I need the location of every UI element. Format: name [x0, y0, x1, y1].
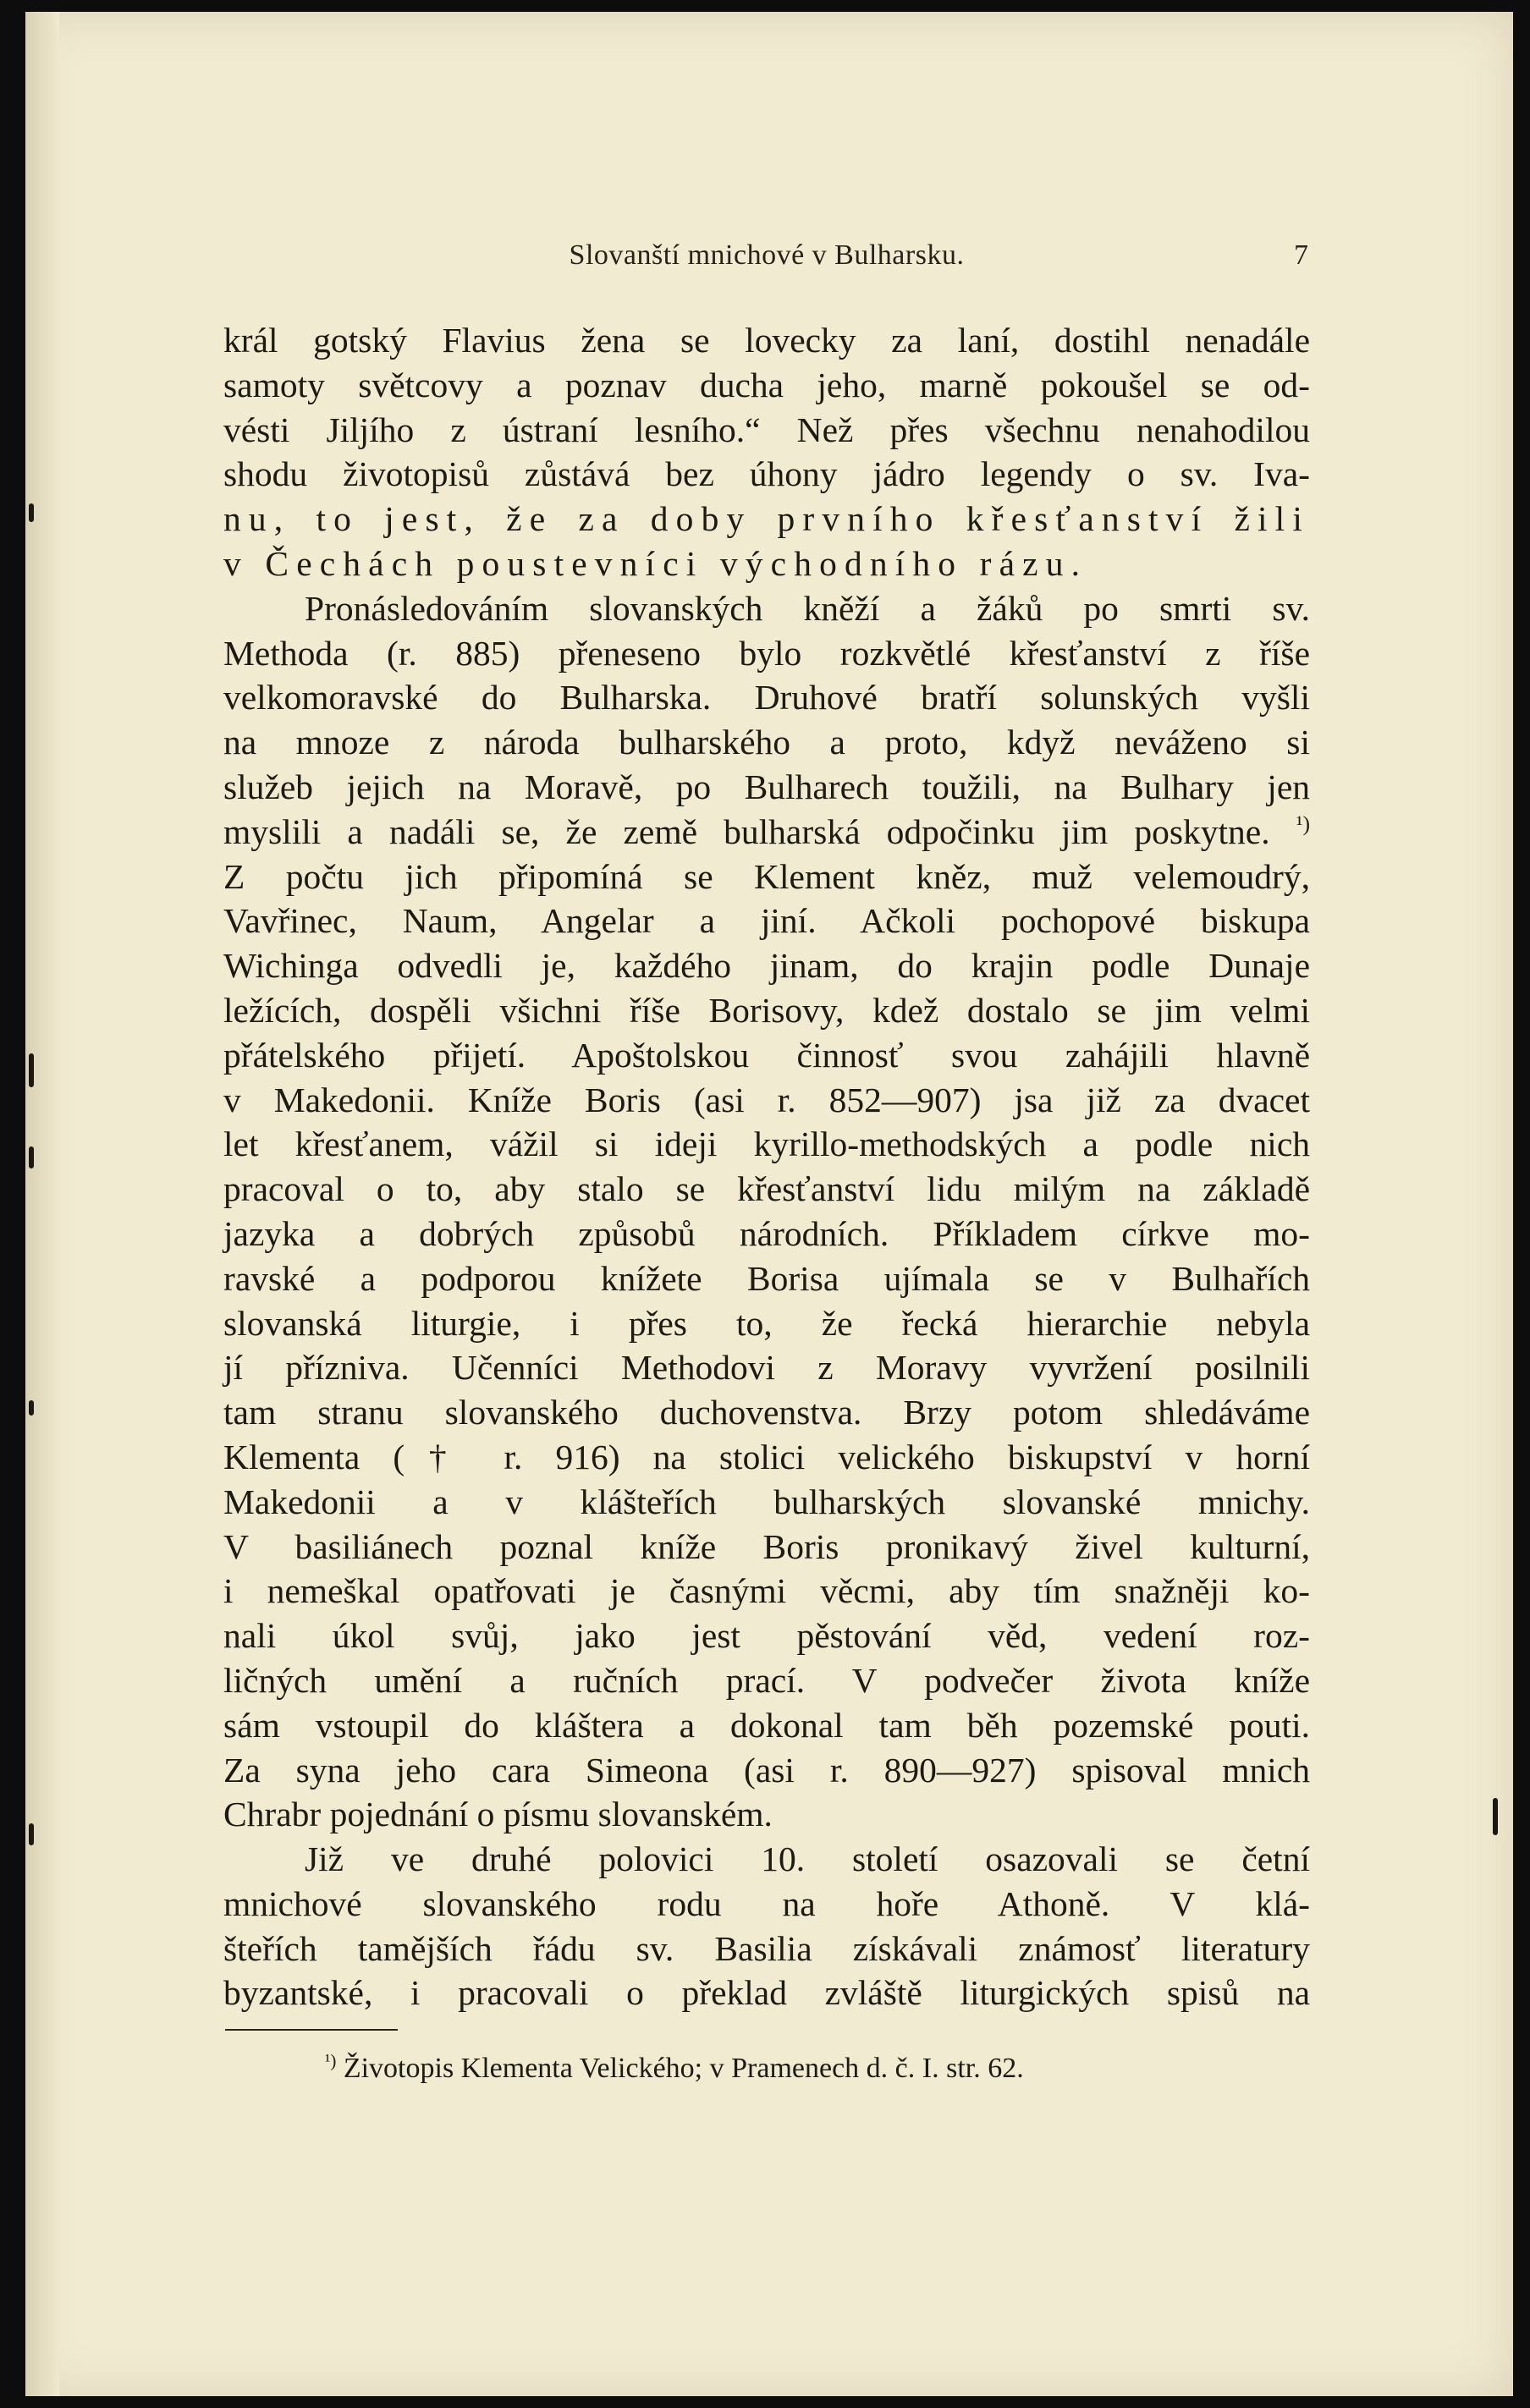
- text-line-with-footnote: [223, 810, 1310, 855]
- margin-ink-mark: [29, 1400, 34, 1416]
- text-line: jazyka a dobrých způsobů národních. Příkladem církve mo-: [223, 1213, 1310, 1253]
- text-line: samoty světcovy a poznav ducha jeho, marně pokoušel se od-: [223, 365, 1310, 404]
- text-line: v Čechách poustevníci východního rázu.: [223, 543, 1088, 583]
- text-line: Vavřinec, Naum, Angelar a jiní. Ačkoli pochopové biskupa: [223, 901, 1310, 941]
- margin-ink-mark: [29, 1053, 34, 1087]
- text-line: ravské a podporou knížete Borisa ujímala se v Bulhařích: [223, 1258, 1310, 1298]
- text-line: ličných umění a ručních prací. V podvečer života kníže: [223, 1660, 1310, 1700]
- page-header: [225, 239, 1308, 282]
- text-line: Klementa († r. 916) na stolici velického biskupství v horní: [223, 1437, 1310, 1476]
- text-line: Wichinga odvedli je, každého jinam, do krajin podle Dunaje: [223, 946, 1310, 986]
- footnote-marker: ¹): [325, 2050, 337, 2071]
- text-line: služeb jejich na Moravě, po Bulharech toužili, na Bulhary jen: [223, 767, 1310, 806]
- footnote-text: Životopis Klementa Velického; v Pramenech d. č. I. str. 62.: [343, 2053, 1024, 2084]
- text-line: v Makedonii. Kníže Boris (asi r. 852—907) jsa již za dvacet: [223, 1080, 1310, 1119]
- text-line: nali úkol svůj, jako jest pěstování věd, vedení roz-: [223, 1616, 1310, 1656]
- text-line: Za syna jeho cara Simeona (asi r. 890—927) spisoval mnich: [223, 1750, 1310, 1790]
- page-spine-shadow: [25, 12, 59, 2396]
- text-line: vésti Jiljího z ústraní lesního.“ Než přes všechnu nenahodilou: [223, 410, 1310, 449]
- margin-ink-mark: [1493, 1798, 1498, 1835]
- text-line: přátelského přijetí. Apoštolskou činnosť svou zahájili hlavně: [223, 1035, 1310, 1075]
- text-line: pracoval o to, aby stalo se křesťanství lidu milým na základě: [223, 1169, 1310, 1209]
- text-line: král gotský Flavius žena se lovecky za laní, dostihl nenadále: [223, 321, 1310, 360]
- text-line: let křesťanem, vážil si ideji kyrillo-methodských a podle nich: [223, 1124, 1310, 1164]
- footnote-reference: ¹): [1296, 811, 1311, 836]
- text-line: velkomoravské do Bulharska. Druhové bratří solunských vyšli: [223, 678, 1310, 717]
- text-line: Chrabr pojednání o písmu slovanském.: [223, 1795, 773, 1834]
- footnote: [325, 2050, 1307, 2087]
- text-line: ležících, dospěli všichni říše Borisovy, kdež dostalo se jim velmi: [223, 990, 1310, 1030]
- margin-ink-mark: [29, 1146, 34, 1168]
- text-line: nu, to jest, že za doby prvního křesťanství žili: [223, 499, 1310, 539]
- text-line: shodu životopisů zůstává bez úhony jádro legendy o sv. Iva-: [223, 454, 1310, 494]
- text-line: i nemeškal opatřovati je časnými věcmi, aby tím snažněji ko-: [223, 1571, 1310, 1611]
- body-text: [223, 318, 1310, 2015]
- text-line: V basiliánech poznal kníže Boris pronikavý živel kulturní,: [223, 1526, 1310, 1566]
- text-line: Methoda (r. 885) přeneseno bylo rozkvětlé křesťanství z říše: [223, 633, 1310, 673]
- text-line: jí příznivа. Učenníci Methodovi z Moravy vyvržení posilnili: [223, 1348, 1310, 1388]
- text-line-content: myslili a nadáli se, že země bulharská odpočinku jim poskytne.: [223, 811, 1270, 851]
- text-line: mnichové slovanského rodu na hoře Athoně. V klá-: [223, 1883, 1310, 1923]
- text-line: tam stranu slovanského duchovenstva. Brzy potom shledáváme: [223, 1393, 1310, 1432]
- text-line: Již ve druhé polovici 10. století osazovali se četní: [305, 1839, 1310, 1879]
- text-line: slovanská liturgie, i přes to, že řecká hierarchie nebyla: [223, 1303, 1310, 1343]
- text-line: byzantské, i pracovali o překlad zvláště liturgických spisů na: [223, 1973, 1310, 2013]
- text-line: Z počtu jich připomíná se Klement kněz, muž velemoudrý,: [223, 856, 1310, 896]
- page-number: 7: [1294, 239, 1308, 271]
- footnote-rule: [225, 2029, 398, 2031]
- text-line: sám vstoupil do kláštera a dokonal tam běh pozemské pouti.: [223, 1705, 1310, 1745]
- text-line: šteřích tamějších řádu sv. Basilia získávali známosť literatury: [223, 1928, 1310, 1968]
- margin-ink-mark: [29, 503, 34, 522]
- running-title: Slovanští mnichové v Bulharsku.: [569, 239, 965, 271]
- text-line: na mnoze z národa bulharského a proto, když neváženo si: [223, 723, 1310, 762]
- text-line: Pronásledováním slovanských kněží a žáků po smrti sv.: [305, 588, 1310, 628]
- text-line: Makedonii a v klášteřích bulharských slovanské mnichy.: [223, 1482, 1310, 1521]
- margin-ink-mark: [29, 1823, 34, 1845]
